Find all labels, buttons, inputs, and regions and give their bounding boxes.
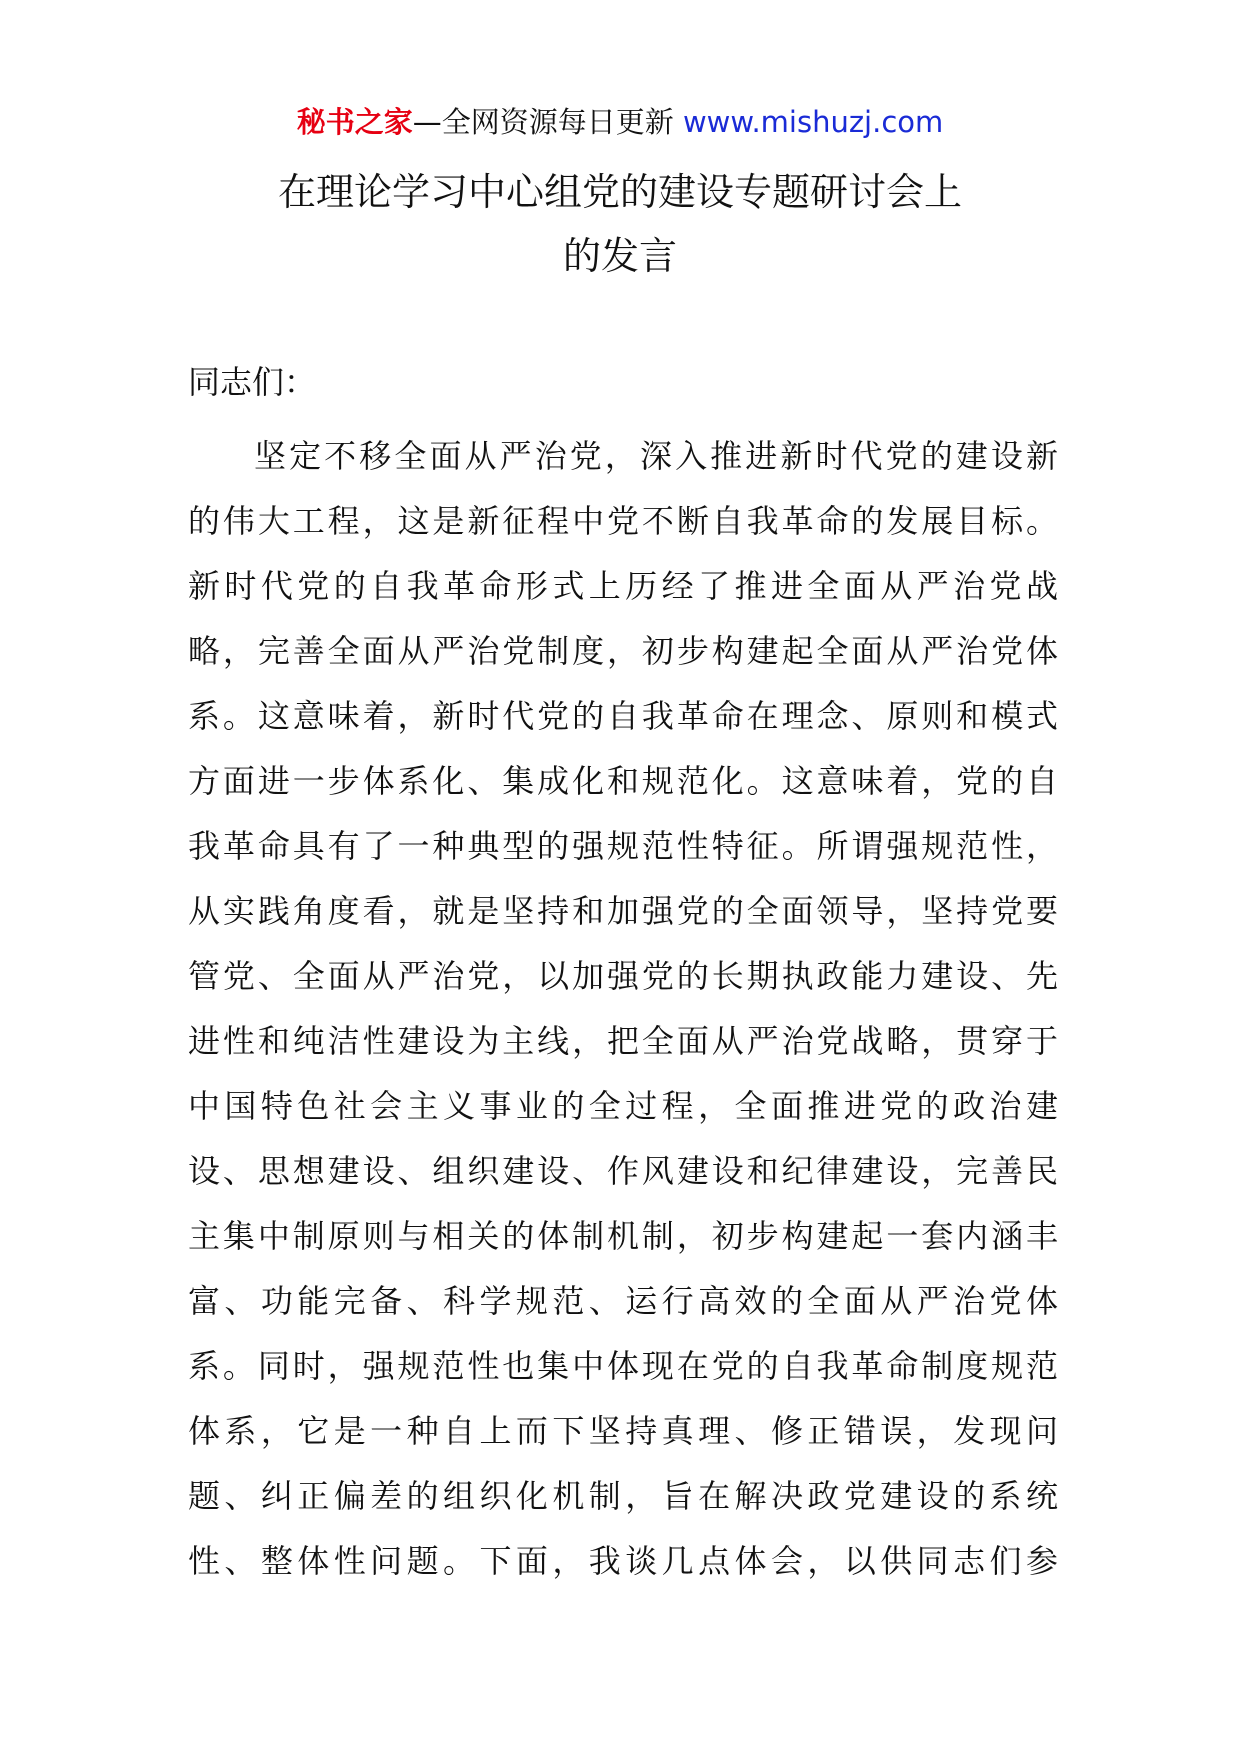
title-line-1: 在理论学习中心组党的建设专题研讨会上 [277,170,962,214]
body-line: 新时代党的自我革命形式上历经了推进全面从严治党战 [188,567,1058,605]
body-line: 方面进一步体系化、集成化和规范化。这意味着，党的自 [188,762,1058,800]
body-line: 富、功能完备、科学规范、运行高效的全面从严治党体 [188,1282,1058,1320]
title-line-2: 的发言 [562,234,677,278]
brand-name: 秘书之家 [296,105,413,139]
body-line: 系。这意味着，新时代党的自我革命在理念、原则和模式 [188,697,1058,735]
site-url-link[interactable]: www.mishuzj.com [682,105,944,139]
body-line: 设、思想建设、组织建设、作风建设和纪律建设，完善民 [188,1152,1058,1190]
body-line: 中国特色社会主义事业的全过程，全面推进党的政治建 [188,1087,1058,1125]
body-line: 管党、全面从严治党，以加强党的长期执政能力建设、先 [188,957,1058,995]
salutation: 同志们： [188,363,317,401]
body-line: 我革命具有了一种典型的强规范性特征。所谓强规范性， [188,827,1058,865]
document-title [0,160,1240,288]
body-line: 性、整体性问题。下面，我谈几点体会，以供同志们参 [188,1542,1058,1580]
body-line: 略，完善全面从严治党制度，初步构建起全面从严治党体 [188,632,1058,670]
body-line: 进性和纯洁性建设为主线，把全面从严治党战略，贯穿于 [188,1022,1058,1060]
body-line: 从实践角度看，就是坚持和加强党的全面领导，坚持党要 [188,892,1058,930]
site-header [0,100,1240,144]
body-line: 主集中制原则与相关的体制机制，初步构建起一套内涵丰 [188,1217,1058,1255]
body-text [188,424,1058,1594]
body-line: 的伟大工程，这是新征程中党不断自我革命的发展目标。 [188,502,1058,540]
body-line: 坚定不移全面从严治党，深入推进新时代党的建设新 [254,437,1058,475]
header-tagline: —全网资源每日更新 [412,105,674,139]
body-line: 体系，它是一种自上而下坚持真理、修正错误，发现问 [188,1412,1058,1450]
body-line: 题、纠正偏差的组织化机制，旨在解决政党建设的系统 [188,1477,1058,1515]
body-line: 系。同时，强规范性也集中体现在党的自我革命制度规范 [188,1347,1058,1385]
